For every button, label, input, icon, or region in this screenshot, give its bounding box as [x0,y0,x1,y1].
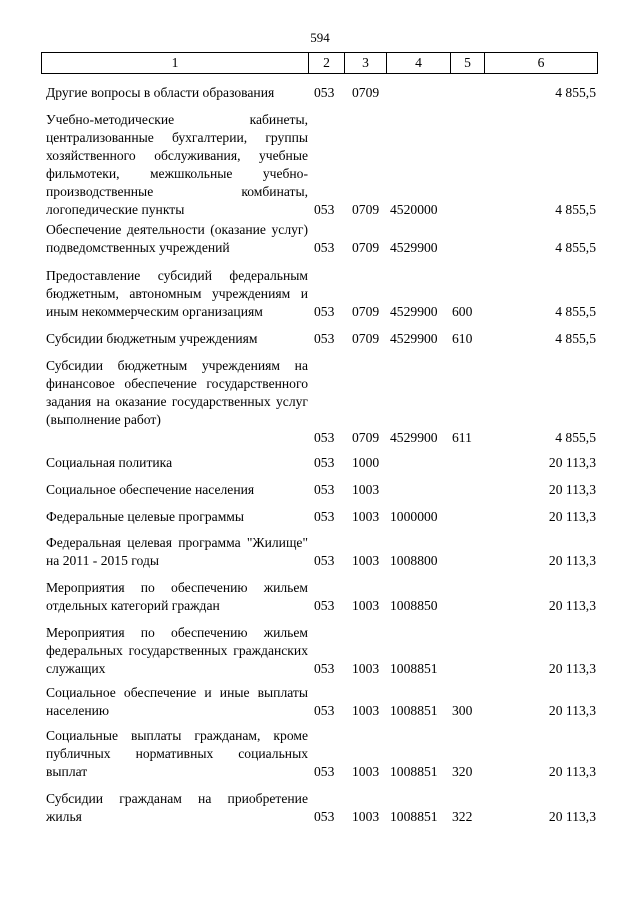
row-amount: 4 855,5 [555,430,596,445]
row-code-section: 0709 [352,331,380,346]
row-code-section: 0709 [352,85,380,100]
table-row [0,684,640,720]
row-name: Федеральные целевые программы [46,509,245,524]
row-amount: 20 113,3 [548,764,596,779]
row-code-target: 4529900 [390,240,438,255]
row-code-ministry: 053 [314,240,335,255]
table-row [0,481,640,499]
row-code-expense: 320 [452,764,473,779]
row-code-section: 0709 [352,430,380,445]
table-row [0,579,640,615]
table-row [0,111,640,219]
row-amount: 4 855,5 [555,304,596,319]
row-code-target: 4529900 [390,331,438,346]
row-code-target: 1008851 [390,764,438,779]
row-code-expense: 610 [452,331,473,346]
row-name: Обеспечение деятельности (оказание услуг) подведомственных учреждений [46,222,308,255]
row-code-section: 0709 [352,202,380,217]
row-amount: 4 855,5 [555,85,596,100]
row-amount: 20 113,3 [548,482,596,497]
row-code-ministry: 053 [314,598,335,613]
row-code-target: 1008800 [390,553,438,568]
row-code-ministry: 053 [314,482,335,497]
row-name: Субсидии бюджетным учреждениям [46,331,258,346]
row-amount: 20 113,3 [548,509,596,524]
row-amount: 20 113,3 [548,598,596,613]
row-code-section: 1000 [352,455,380,470]
row-code-section: 1003 [352,764,380,779]
row-amount: 20 113,3 [548,661,596,676]
row-code-ministry: 053 [314,430,335,445]
page-number: 594 [310,30,330,45]
table-row [0,84,640,102]
row-code-ministry: 053 [314,509,335,524]
table-header [41,52,598,74]
row-name: Субсидии гражданам на приобретение жилья [46,791,308,824]
row-amount: 20 113,3 [548,455,596,470]
row-amount: 4 855,5 [555,202,596,217]
row-code-target: 4529900 [390,430,438,445]
header-col-5: 5 [450,53,484,73]
row-code-ministry: 053 [314,85,335,100]
table-row [0,330,640,348]
header-col-3: 3 [344,53,386,73]
row-code-section: 1003 [352,598,380,613]
row-code-section: 1003 [352,661,380,676]
row-name: Социальные выплаты гражданам, кроме публичных нормативных социальных выплат [46,728,308,779]
row-name: Социальное обеспечение и иные выплаты населению [46,685,308,718]
row-code-ministry: 053 [314,455,335,470]
table-row [0,624,640,678]
row-code-section: 1003 [352,553,380,568]
row-code-section: 1003 [352,482,380,497]
row-code-ministry: 053 [314,809,335,824]
row-code-target: 4520000 [390,202,438,217]
table-row [0,727,640,781]
row-name: Субсидии бюджетным учреждениям на финансовое обеспечение государственного задания на оказание государственных услуг (выполнение работ) [46,358,308,427]
row-name: Мероприятия по обеспечению жильем отдельных категорий граждан [46,580,308,613]
header-col-4: 4 [386,53,450,73]
header-col-6: 6 [484,53,597,73]
row-code-ministry: 053 [314,202,335,217]
row-name: Федеральная целевая программа "Жилище" на 2011 - 2015 годы [46,535,308,568]
row-name: Социальная политика [46,455,173,470]
table-row [0,790,640,826]
row-code-target: 1008850 [390,598,438,613]
row-code-section: 0709 [352,240,380,255]
row-code-expense: 611 [452,430,472,445]
row-code-ministry: 053 [314,703,335,718]
row-name: Другие вопросы в области образования [46,85,275,100]
row-code-ministry: 053 [314,304,335,319]
row-code-expense: 600 [452,304,473,319]
row-code-section: 1003 [352,509,380,524]
header-col-2: 2 [308,53,344,73]
table-row [0,357,640,447]
row-amount: 4 855,5 [555,331,596,346]
row-name: Мероприятия по обеспечению жильем федеральных государственных гражданских служащих [46,625,308,676]
row-amount: 4 855,5 [555,240,596,255]
row-code-expense: 300 [452,703,473,718]
row-code-target: 1000000 [390,509,438,524]
row-amount: 20 113,3 [548,553,596,568]
row-code-section: 1003 [352,703,380,718]
table-row [0,267,640,321]
row-code-ministry: 053 [314,661,335,676]
row-amount: 20 113,3 [548,809,596,824]
table-row [0,508,640,526]
row-code-target: 1008851 [390,809,438,824]
table-row [0,221,640,257]
table-row [0,454,640,472]
row-code-ministry: 053 [314,764,335,779]
row-code-expense: 322 [452,809,473,824]
row-code-section: 0709 [352,304,380,319]
row-name: Социальное обеспечение населения [46,482,255,497]
row-code-target: 1008851 [390,703,438,718]
row-name: Предоставление субсидий федеральным бюджетным, автономным учреждениям и иным некоммерческим организациям [46,268,308,319]
row-code-section: 1003 [352,809,380,824]
row-code-ministry: 053 [314,553,335,568]
header-col-1: 1 [171,55,179,70]
row-name: Учебно-методические кабинеты, централизованные бухгалтерии, группы хозяйственного обслуживания, учебные фильмотеки, межшкольные учебно-производственные комбинаты, логопедические пункты [46,112,308,217]
row-code-target: 1008851 [390,661,438,676]
table-row [0,534,640,570]
row-amount: 20 113,3 [548,703,596,718]
row-code-ministry: 053 [314,331,335,346]
row-code-target: 4529900 [390,304,438,319]
